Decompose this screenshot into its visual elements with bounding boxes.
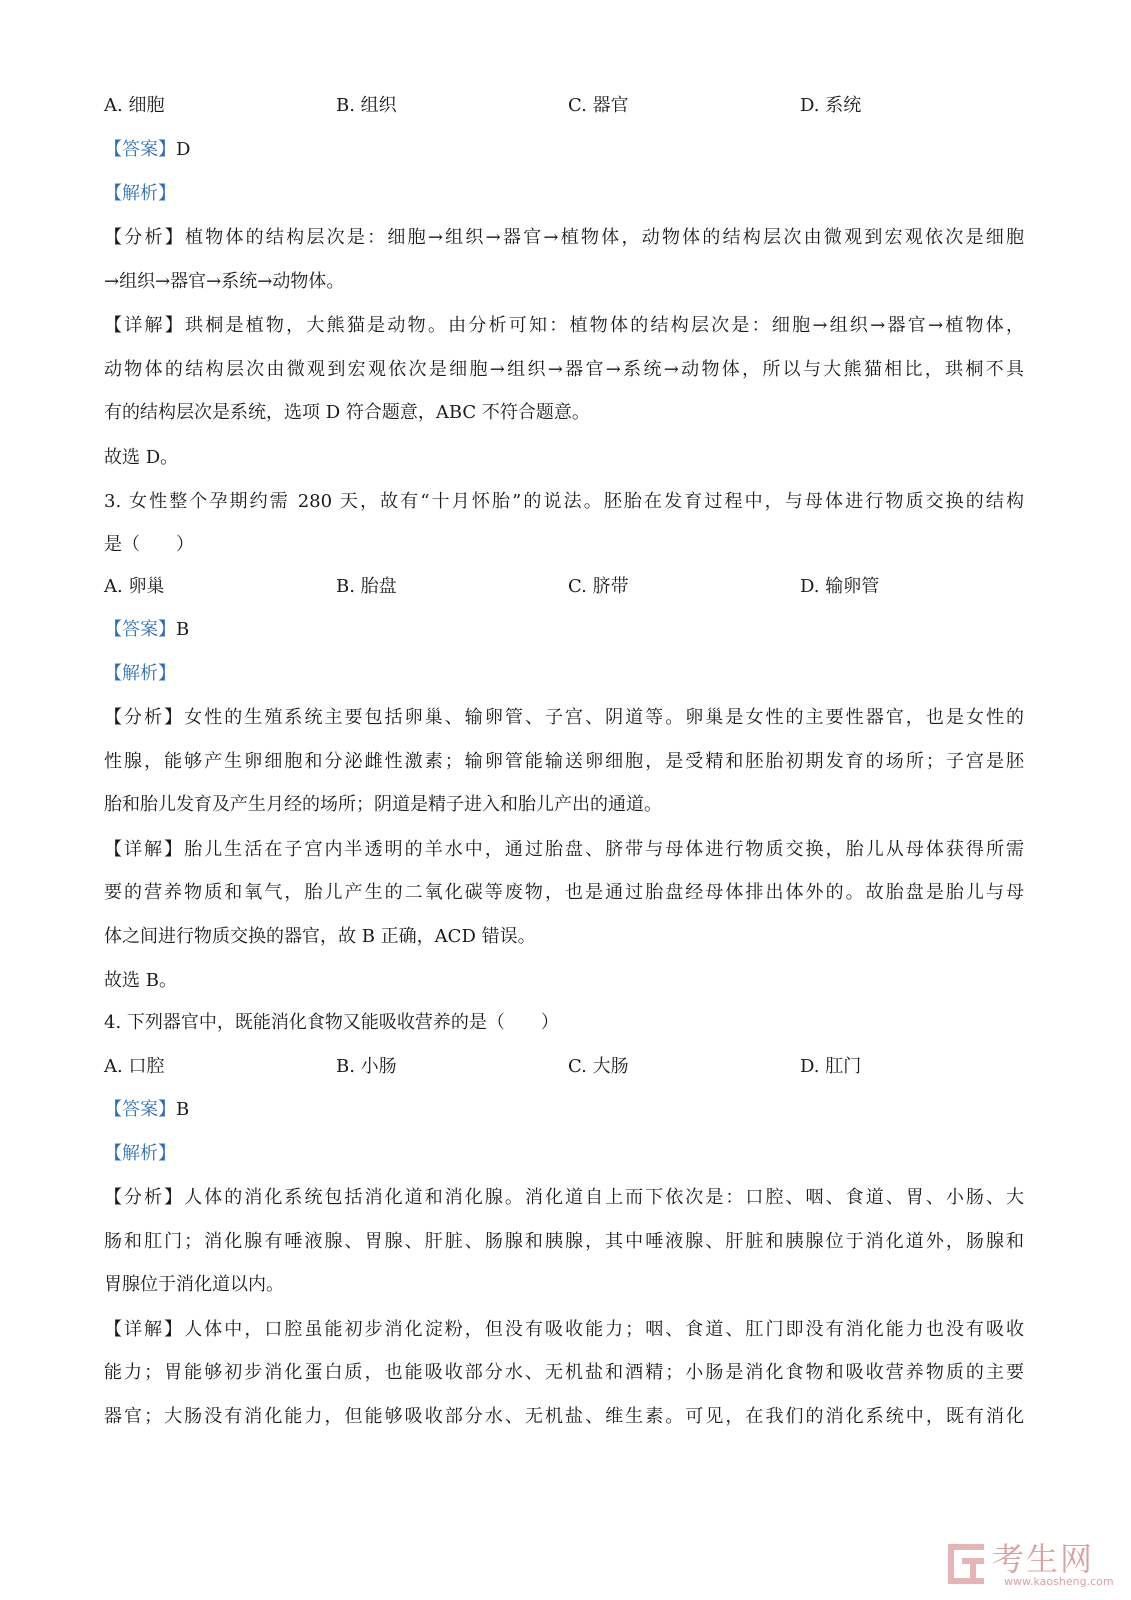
watermark-url: www.kaosheng.com [1004, 1575, 1114, 1588]
answer-value: D [176, 139, 191, 160]
option-d: D. 输卵管 [800, 576, 880, 597]
fenxi-text: 人体的消化系统包括消化道和消化腺。消化道自上而下依次是：口腔、咽、食道、胃、小肠、大 [184, 1187, 1025, 1208]
option-b: B. 组织 [336, 95, 397, 116]
option-c: C. 脐带 [568, 576, 629, 597]
fenxi-text: 植物体的结构层次是：细胞→组织→器官→植物体，动物体的结构层次由微观到宏观依次是细胞 [184, 227, 1025, 248]
watermark-logo [948, 1540, 1118, 1590]
fenxi-tag: 【分析】 [104, 227, 185, 248]
q4-analysis-tag: 【解析】 [104, 1143, 176, 1164]
option-a: A. 口腔 [104, 1056, 165, 1077]
q4-stem-line-1: 4. 下列器官中，既能消化食物又能吸收营养的是（ ） [104, 1012, 559, 1033]
q4-fenxi-line-2: 肠和肛门；消化腺有唾液腺、胃腺、肝脏、肠腺和胰腺，其中唾液腺、肝脏和胰腺位于消化道外，肠腺和 [104, 1231, 1024, 1252]
q3-answer [104, 618, 189, 642]
q4-detail-line-3: 器官；大肠没有消化能力，但能够吸收部分水、无机盐、维生素。可见，在我们的消化系统中，既有消化 [104, 1406, 1024, 1427]
detail-tag: 【详解】 [104, 1319, 185, 1340]
option-c: C. 器官 [568, 95, 629, 116]
option-c: C. 大肠 [568, 1056, 629, 1077]
option-b: B. 小肠 [336, 1056, 397, 1077]
answer-tag: 【答案】 [104, 1099, 176, 1120]
q4-fenxi-line-1 [104, 1186, 1024, 1210]
option-a: A. 细胞 [104, 95, 165, 116]
q2-fenxi-line-2: →组织→器官→系统→动物体。 [104, 271, 345, 292]
q2-detail-line-3: 有的结构层次是系统，选项 D 符合题意，ABC 不符合题意。 [104, 402, 590, 423]
q2-answer [104, 138, 190, 162]
q4-detail-line-2: 能力；胃能够初步消化蛋白质，也能吸收部分水、无机盐和酒精；小肠是消化食物和吸收营养物质的主要 [104, 1362, 1024, 1383]
q3-detail-line-2: 要的营养物质和氧气，胎儿产生的二氧化碳等废物，也是通过胎盘经母体排出体外的。故胎盘是胎儿与母 [104, 882, 1024, 903]
q3-analysis-tag: 【解析】 [104, 663, 176, 684]
fenxi-tag: 【分析】 [104, 707, 185, 728]
detail-text: 胎儿生活在子宫内半透明的羊水中，通过胎盘、脐带与母体进行物质交换，胎儿从母体获得所需 [184, 839, 1025, 860]
answer-value: B [176, 619, 190, 640]
q3-conclusion: 故选 B。 [104, 970, 177, 991]
option-d: D. 系统 [800, 95, 862, 116]
q3-fenxi-line-1 [104, 706, 1024, 730]
q4-answer [104, 1098, 189, 1122]
q4-fenxi-line-3: 胃腺位于消化道以内。 [104, 1274, 284, 1295]
watermark-name: 考生网 [992, 1540, 1095, 1578]
q2-conclusion: 故选 D。 [104, 447, 179, 468]
q3-fenxi-line-2: 性腺，能够产生卵细胞和分泌雌性激素；输卵管能输送卵细胞，是受精和胚胎初期发育的场所；子宫是胚 [104, 751, 1024, 772]
q3-detail-line-1 [104, 838, 1024, 862]
answer-tag: 【答案】 [104, 139, 176, 160]
q3-fenxi-line-3: 胎和胎儿发育及产生月经的场所；阴道是精子进入和胎儿产出的通道。 [104, 794, 662, 815]
q3-stem-line-2: 是（ ） [104, 534, 194, 555]
detail-text: 人体中，口腔虽能初步消化淀粉，但没有吸收能力；咽、食道、肛门即没有消化能力也没有吸收 [184, 1319, 1025, 1340]
answer-tag: 【答案】 [104, 619, 176, 640]
fenxi-tag: 【分析】 [104, 1187, 185, 1208]
q2-detail-line-1 [104, 314, 1024, 338]
detail-text: 珙桐是植物，大熊猫是动物。由分析可知：植物体的结构层次是：细胞→组织→器官→植物体， [184, 315, 1025, 336]
q2-analysis-tag: 【解析】 [104, 183, 176, 204]
detail-tag: 【详解】 [104, 839, 185, 860]
q3-detail-line-3: 体之间进行物质交换的器官，故 B 正确，ACD 错误。 [104, 926, 536, 947]
option-d: D. 肛门 [800, 1056, 862, 1077]
option-a: A. 卵巢 [104, 576, 165, 597]
detail-tag: 【详解】 [104, 315, 185, 336]
fenxi-text: 女性的生殖系统主要包括卵巢、输卵管、子宫、阴道等。卵巢是女性的主要性器官，也是女性的 [184, 707, 1025, 728]
q3-stem-line-1: 3. 女性整个孕期约需 280 天，故有“十月怀胎”的说法。胚胎在发育过程中，与母体进行物质交换的结构 [104, 491, 1024, 512]
option-b: B. 胎盘 [336, 576, 397, 597]
q2-detail-line-2: 动物体的结构层次由微观到宏观依次是细胞→组织→器官→系统→动物体，所以与大熊猫相比，珙桐不具 [104, 359, 1024, 380]
q4-detail-line-1 [104, 1318, 1024, 1342]
answer-value: B [176, 1099, 190, 1120]
q2-fenxi-line-1 [104, 226, 1024, 250]
watermark-icon [948, 1544, 984, 1584]
